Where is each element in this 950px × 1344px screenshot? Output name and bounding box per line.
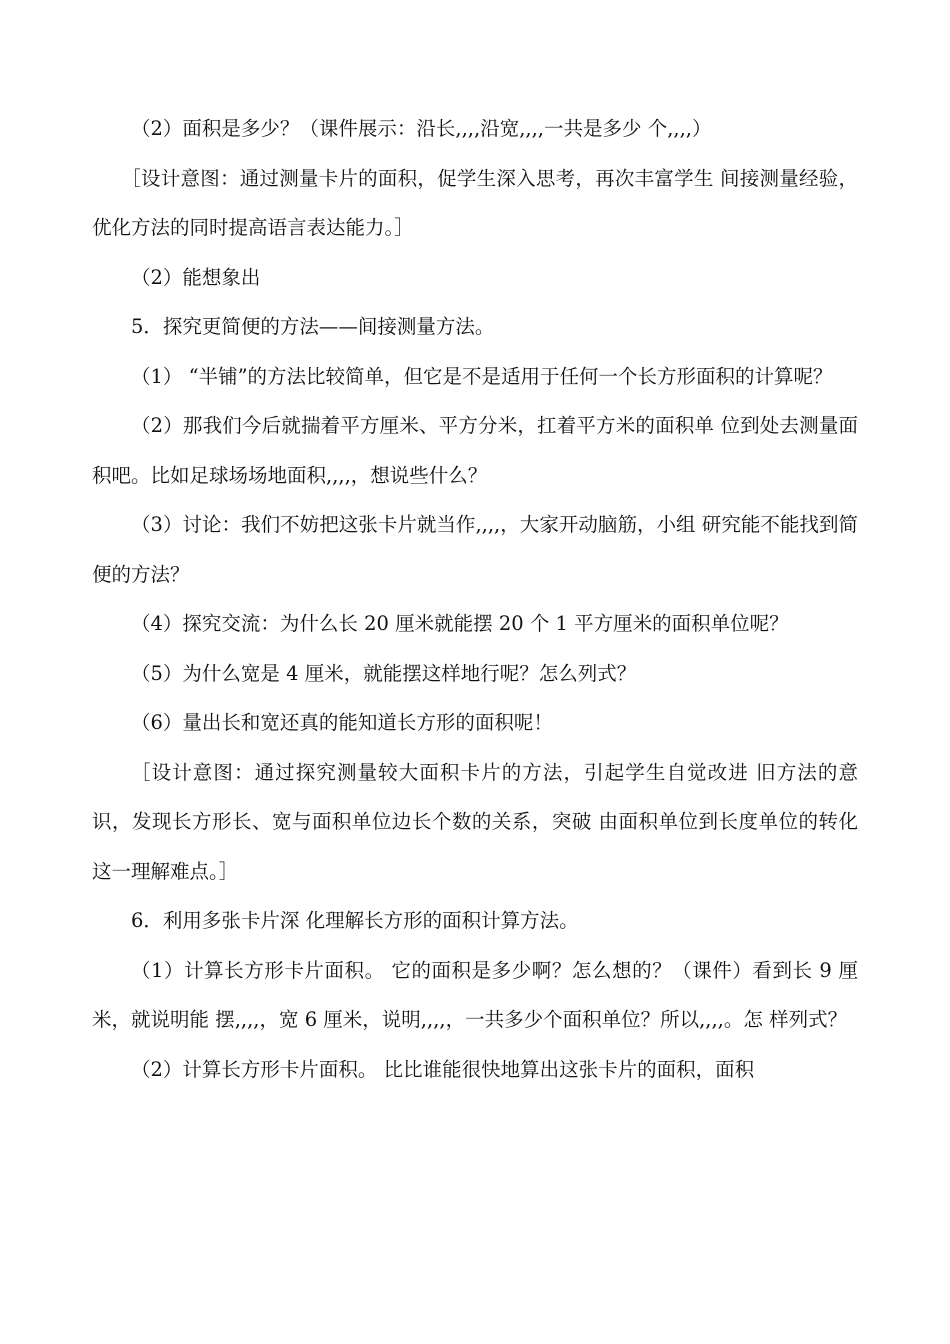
paragraph: （2）面积是多少？（课件展示：沿长,,,,沿宽,,,,一共是多少 个,,,,）: [131, 117, 712, 140]
paragraph: （6）量出长和宽还真的能知道长方形的面积呢！: [131, 711, 553, 734]
paragraph: （2）那我们今后就揣着平方厘米、平方分米，扛着平方米的面积单 位到处去测量面积吧。比如足球场场地面积,,,,，想说些什么？: [92, 414, 858, 487]
design-intent-paragraph: ［设计意图：通过测量卡片的面积，促学生深入思考，再次丰富学生 间接测量经验，优化方法的同时提高语言表达能力。］: [92, 166, 858, 239]
paragraph: （1） “半铺”的方法比较简单，但它是不是适用于任何一个长方形面积的计算呢？: [131, 364, 833, 388]
paragraph: （4）探究交流：为什么长 20 厘米就能摆 20 个 1 平方厘米的面积单位呢？: [131, 612, 789, 635]
section-heading: 6．利用多张卡片深 化理解长方形的面积计算方法。: [131, 909, 579, 932]
section-heading: 5．探究更简便的方法——间接测量方法。: [131, 315, 495, 338]
paragraph: （1）计算长方形卡片面积。 它的面积是多少啊？怎么想的？（课件）看到长 9 厘米，就说明能 摆,,,,，宽 6 厘米，说明,,,,，一共多少个面积单位？所以,,,,。怎 样列式？: [92, 958, 858, 1031]
paragraph: （5）为什么宽是 4 厘米，就能摆这样地行呢？怎么列式？: [131, 661, 637, 685]
paragraph: （2）计算长方形卡片面积。 比比谁能很快地算出这张卡片的面积，面积: [131, 1057, 755, 1081]
design-intent-paragraph: ［设计意图：通过探究测量较大面积卡片的方法，引起学生自觉改进 旧方法的意识，发现长方形长、宽与面积单位边长个数的关系，突破 由面积单位到长度单位的转化这一理解难点。］: [92, 760, 858, 883]
paragraph: （3）讨论：我们不妨把这张卡片就当作,,,,，大家开动脑筋，小组 研究能不能找到简便的方法？: [92, 513, 858, 586]
paragraph: （2）能想象出: [131, 265, 261, 289]
